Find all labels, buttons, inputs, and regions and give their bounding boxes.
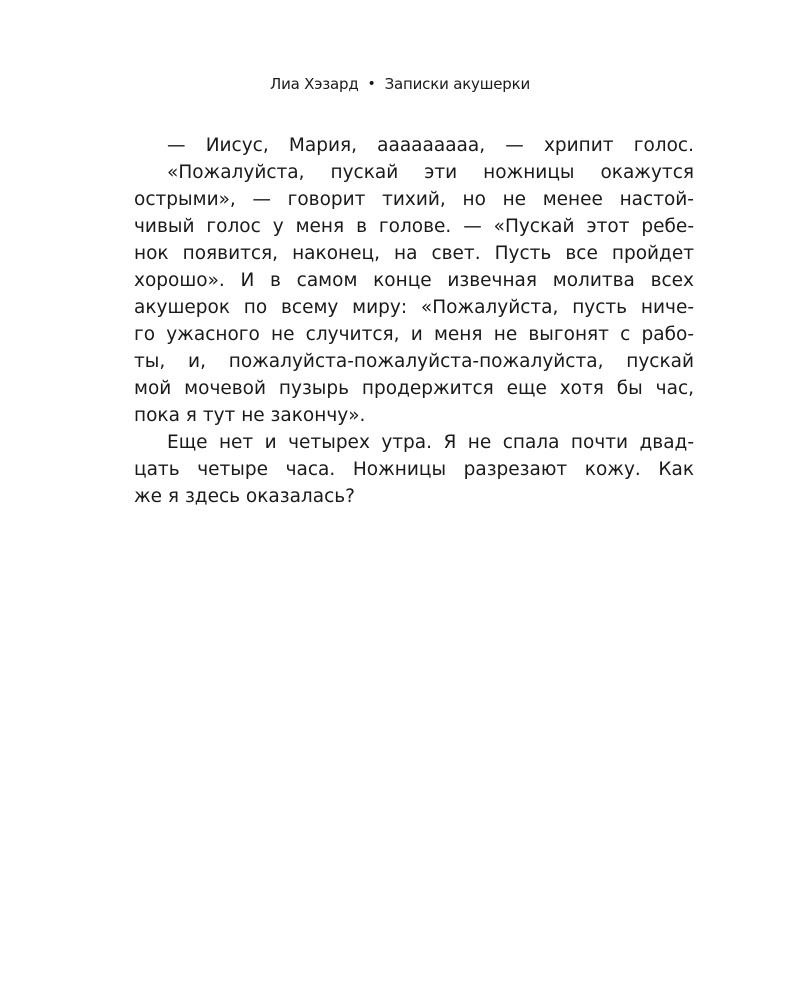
text-line: «Пожалуйста, пускай эти ножницы окажутся xyxy=(167,162,694,183)
text-line: пока я тут не закончу». xyxy=(134,405,366,426)
text-line: чивый голос у меня в голове. — «Пускай этот ребе- xyxy=(134,216,694,237)
text-line: же я здесь оказалась? xyxy=(134,486,355,507)
text-line: цать четыре часа. Ножницы разрезают кожу. Как xyxy=(134,459,694,480)
text-line: го ужасного не случится, и меня не выгонят с рабо- xyxy=(134,324,694,345)
text-line: острыми», — говорит тихий, но не менее настой- xyxy=(134,189,694,210)
page-body xyxy=(134,132,694,510)
text-line: — Иисус, Мария, ааааааааа, — хрипит голос. xyxy=(167,135,694,156)
paragraph-3 xyxy=(134,429,694,510)
text-line: мой мочевой пузырь продержится еще хотя бы час, xyxy=(134,378,694,399)
running-header xyxy=(0,74,800,95)
text-line: нок появится, наконец, на свет. Пусть все пройдет xyxy=(134,243,694,264)
paragraph-2 xyxy=(134,159,694,429)
text-line: хорошо». И в самом конце извечная молитва всех xyxy=(134,270,694,291)
text-line: Еще нет и четырех утра. Я не спала почти двад- xyxy=(167,432,694,453)
text-line: акушерок по всему миру: «Пожалуйста, пусть ниче- xyxy=(134,297,694,318)
header-separator: • xyxy=(367,76,376,92)
text-line: ты, и, пожалуйста-пожалуйста-пожалуйста, пускай xyxy=(134,351,694,372)
book-title: Записки акушерки xyxy=(384,75,531,93)
paragraph-1 xyxy=(134,132,694,159)
author-name: Лиа Хэзард xyxy=(269,75,359,93)
